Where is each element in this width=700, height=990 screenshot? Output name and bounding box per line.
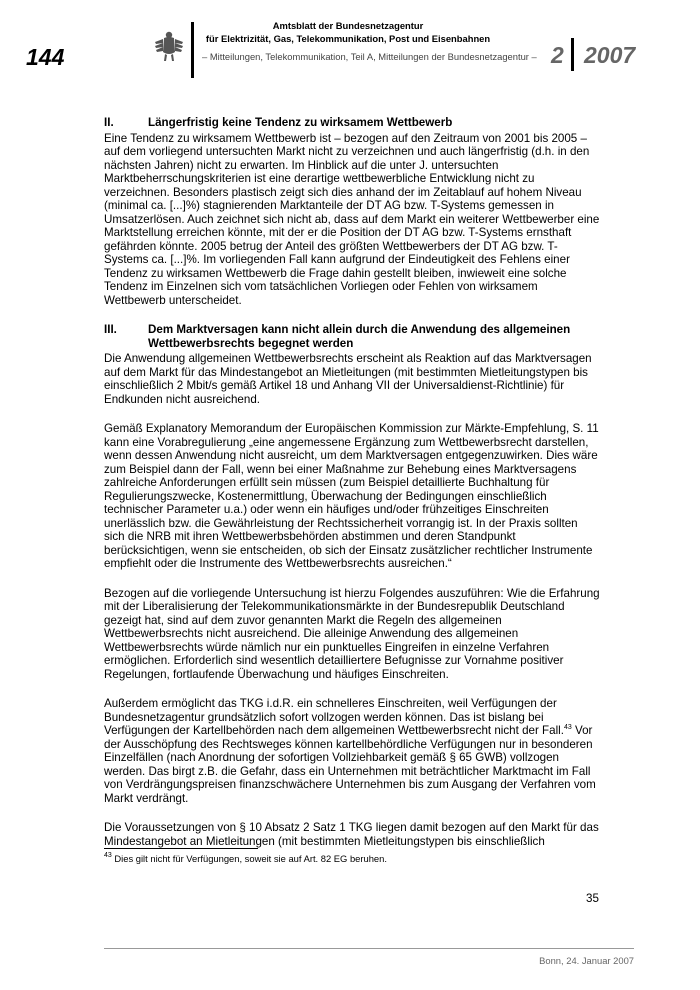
paragraph: Bezogen auf die vorliegende Untersuchung ist hierzu Folgendes auszuführen: Wie die Erfahrung mit der Liberalisierung der Telekommunikationsmärkte in der Bundesrepublik Deutschland gezeigt hat, sind auf dem zuvor genannten Markt die Regeln des allgemeinen Wettbewerbsrechts nicht ausreichend. Die alleinige Anwendung des allgemeinen Wettbewerbsrechts würde nämlich nur ein punktuelles Eingreifen in einzelne Verfahren ermöglichen. Erforderlich sind wesentlich detailliertere Befugnisse zur Vornahme positiver Regelungen, fortlaufende Überwachung und häufiges Einschreiten. <box>104 586 600 681</box>
footer-date: Bonn, 24. Januar 2007 <box>539 955 634 966</box>
journal-title-sub: für Elektrizität, Gas, Telekommunikation, Post und Eisenbahnen <box>205 33 491 44</box>
section-title: Dem Marktversagen kann nicht allein durch die Anwendung des allgemeinen Wettbewerbsrechts begegnet werden <box>148 323 571 350</box>
paragraph-with-footnote <box>104 697 600 805</box>
paragraph: Gemäß Explanatory Memorandum der Europäischen Kommission zur Märkte-Empfehlung, S. 11 kann eine Vorabregulierung „eine angemessene Ergänzung zum Wettbewerbsrecht darstellen, wenn dessen Anwendung nicht ausreicht, um dem Marktversagen entgegenzuwirken. Dies wäre zum Beispiel dann der Fall, wenn bei einer Maßnahme zur Behebung eines Marktversagens zahlreiche Anforderungen erfüllt sein müssen (zum Beispiel detaillierte Buchhaltung für Regulierungszwecke, Kostenermittlung, Überwachung der Bedingungen einschließlich technischer Parameter u.a.) oder wenn ein häufiges und/oder frühzeitiges Einschreiten unerlässlich bzw. die Gewährleistung der Rechtssicherheit vorrangig ist. In der Praxis sollten sich die NRB mit ihren Wettbewerbsbehörden abstimmen und deren Standpunkt berücksichtigen, wenn sie entscheiden, ob sich der Einsatz zusätzlicher rechtlicher Instrumente empfiehlt oder die Instrumente des Wettbewerbsrechts ausreichen.“ <box>104 422 599 570</box>
issue-divider <box>571 38 574 71</box>
journal-title: Amtsblatt der Bundesnetzagentur <box>272 20 424 31</box>
section-title: Längerfristig keine Tendenz zu wirksamem Wettbewerb <box>148 116 453 129</box>
paragraph: Eine Tendenz zu wirksamem Wettbewerb ist – bezogen auf den Zeitraum von 2001 bis 2005 – auf dem vorliegend untersuchten Markt nicht zu verzeichnen und auch längerfristig (d.h. in den nächsten Jahren) nicht zu erwarten. Im Hinblick auf die unter J. untersuchten Marktbeherrschungskriterien ist eine derartige wettbewerbliche Entwicklung nicht zu verzeichnen. Besonders plastisch zeigt sich dies anhand der im Zeitablauf auf hohem Niveau (minimal ca. [...]%) stagnierenden Marktanteile der DT AG bzw. T-Systems gemessen in Umsatzerlösen. Auch zeichnet sich nicht ab, dass auf dem Markt ein weiterer Wettbewerber eine Marktstellung erreichen könnte, mit der er die Position der DT AG bzw. T-Systems ernsthaft gefährden könnte. 2005 betrug der Anteil des größten Wettbewerbers der DT AG bzw. T-Systems ca. [...]%. Im vorliegenden Fall kann aufgrund der Eindeutigkeit des Fehlens einer Tendenz zu wirksamen Wettbewerb die Frage dahin gestellt bleiben, inwieweit eine solche Tendenz im Einzelnen sich vom tatsächlichen Vorliegen oder Fehlen von wirksamem Wettbewerb unterscheidet. <box>104 131 600 307</box>
section-heading <box>104 323 600 350</box>
page-number-bottom: 35 <box>586 892 599 905</box>
page-number-top: 144 <box>26 44 65 70</box>
paragraph: Die Voraussetzungen von § 10 Absatz 2 Satz 1 TKG liegen damit bezogen auf den Markt für das Mindestangebot an Mietleitungen (mit bestimmten Mietleitungstypen bis einschließlich <box>104 821 599 848</box>
section-number: III. <box>104 323 117 336</box>
footnote <box>104 853 387 864</box>
issue-year: 2007 <box>584 42 636 68</box>
eagle-icon <box>154 30 184 64</box>
journal-section: – Mitteilungen, Telekommunikation, Teil A, Mitteilungen der Bundesnetzagentur – <box>202 51 537 62</box>
footnote-divider <box>104 848 258 849</box>
main-content <box>104 116 600 848</box>
footer-divider <box>104 948 634 949</box>
footnote-text: Dies gilt nicht für Verfügungen, soweit sie auf Art. 82 EG beruhen. <box>111 853 387 864</box>
issue-number: 2 <box>551 42 564 68</box>
section-number: II. <box>104 116 114 129</box>
footnote-ref[interactable]: 43 <box>563 724 572 731</box>
footnote-number: 43 <box>104 852 112 859</box>
paragraph-text: Vor der Ausschöpfung des Rechtsweges können kartellbehördliche Verfügungen nur in besonderen Einzelfällen (nach Anordnung der sofortigen Vollziehbarkeit gemäß § 65 GWB) vollzogen werden. Das birgt z.B. die Gefahr, dass ein Unternehmen mit beträchtlicher Marktmacht im Fall von Verdrängungspreisen finanzschwächere Unternehmen bis zum Ausgang der Verfahren vom Markt verdrängt. <box>104 724 596 805</box>
paragraph-text: Außerdem ermöglicht das TKG i.d.R. ein schnelleres Einschreiten, weil Verfügungen der Bundesnetzagentur grundsätzlich sofort vollzogen werden können. Das ist bislang bei Verfügungen der Kartellbehörden nach dem allgemeinen Wettbewerbsrecht nicht der Fall. <box>104 697 564 737</box>
section-heading <box>104 116 600 130</box>
paragraph: Die Anwendung allgemeinen Wettbewerbsrechts erscheint als Reaktion auf das Marktversagen auf dem Markt für das Mindestangebot an Mietleitungen (mit bestimmten Mietleitungstypen bis einschließlich 2 Mbit/s gemäß Artikel 18 und Anhang VII der Universaldienst-Richtlinie) für Endkunden nicht ausreichend. <box>104 352 592 406</box>
header-divider <box>191 22 194 78</box>
